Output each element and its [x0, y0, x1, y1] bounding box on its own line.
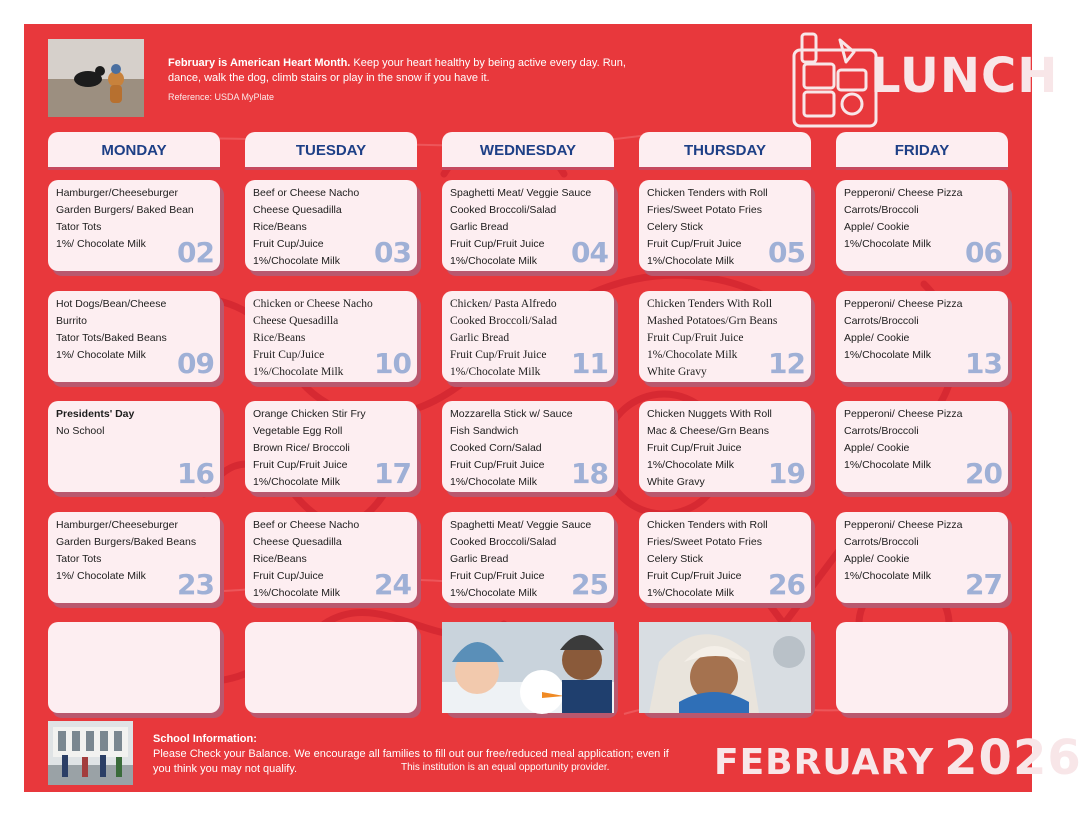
menu-item: 1%/Chocolate Milk — [450, 366, 541, 378]
menu-item: Apple/ Cookie — [844, 332, 910, 344]
month-name: FEBRUARY — [714, 742, 935, 783]
menu-item: Fruit Cup/Juice — [253, 238, 324, 250]
day-number: 03 — [374, 236, 411, 269]
menu-item: Carrots/Broccoli — [844, 204, 919, 216]
day-number: 06 — [965, 236, 1002, 269]
day-cell-10 — [245, 291, 417, 382]
day-cell-02 — [48, 180, 220, 271]
day-cell-09 — [48, 291, 220, 382]
weekday-header-monday: MONDAY — [48, 132, 220, 167]
menu-item: Chicken/ Pasta Alfredo — [450, 298, 557, 310]
menu-item: Chicken Tenders With Roll — [647, 298, 773, 310]
menu-item: Chicken or Cheese Nacho — [253, 298, 373, 310]
menu-item: Pepperoni/ Cheese Pizza — [844, 298, 963, 310]
menu-item: Rice/Beans — [253, 332, 306, 344]
menu-item: Fruit Cup/Fruit Juice — [450, 459, 545, 471]
day-cell-05 — [639, 180, 811, 271]
day-number: 27 — [965, 568, 1002, 601]
menu-item: Burrito — [56, 315, 87, 327]
day-number: 13 — [965, 347, 1002, 380]
day-number: 05 — [768, 236, 805, 269]
menu-item: 1%/Chocolate Milk — [253, 587, 340, 599]
day-number: 25 — [571, 568, 608, 601]
day-number: 02 — [177, 236, 214, 269]
menu-item: Fruit Cup/Juice — [253, 570, 324, 582]
menu-item: 1%/Chocolate Milk — [450, 255, 537, 267]
day-cell-12 — [639, 291, 811, 382]
day-number: 24 — [374, 568, 411, 601]
day-cell-27 — [836, 512, 1008, 603]
menu-item: Fries/Sweet Potato Fries — [647, 536, 762, 548]
day-number: 26 — [768, 568, 805, 601]
menu-item: Chicken Nuggets With Roll — [647, 408, 772, 420]
menu-item: 1%/Chocolate Milk — [647, 349, 738, 361]
menu-item: Tator Tots/Baked Beans — [56, 332, 167, 344]
lunch-title: LUNCH — [870, 48, 1059, 104]
heart-month-text: Keep your heart healthy by being active every day. Run, dance, walk the dog, climb stairs or play in the snow if you have it. — [168, 57, 626, 84]
day-number: 23 — [177, 568, 214, 601]
menu-item: 1%/Chocolate Milk — [844, 459, 931, 471]
kids-with-snowman-photo — [442, 622, 614, 713]
menu-item: 1%/Chocolate Milk — [647, 587, 734, 599]
equal-opportunity-statement: This institution is an equal opportunity provider. — [401, 762, 610, 773]
school-info-heading: School Information: — [153, 733, 257, 745]
menu-item: Apple/ Cookie — [844, 221, 910, 233]
menu-item: Fruit Cup/Fruit Juice — [450, 349, 547, 361]
menu-item: Cheese Quesadilla — [253, 536, 342, 548]
menu-item: Apple/ Cookie — [844, 553, 910, 565]
menu-item: Pepperoni/ Cheese Pizza — [844, 519, 963, 531]
menu-item: Brown Rice/ Broccoli — [253, 442, 350, 454]
lunch-menu-sheet — [24, 24, 1082, 792]
menu-item: 1%/ Chocolate Milk — [56, 238, 146, 250]
menu-item: Fruit Cup/Fruit Juice — [647, 570, 742, 582]
day-cell-17 — [245, 401, 417, 492]
menu-item: Celery Stick — [647, 221, 704, 233]
menu-item: Spaghetti Meat/ Veggie Sauce — [450, 519, 592, 531]
menu-item: Carrots/Broccoli — [844, 425, 919, 437]
menu-item: Pepperoni/ Cheese Pizza — [844, 187, 963, 199]
menu-item: Carrots/Broccoli — [844, 315, 919, 327]
day-cell-18 — [442, 401, 614, 492]
menu-item: Mashed Potatoes/Grn Beans — [647, 315, 778, 327]
day-number: 19 — [768, 457, 805, 490]
day-number: 18 — [571, 457, 608, 490]
menu-item: Cheese Quesadilla — [253, 204, 342, 216]
dog-in-snow-photo — [48, 39, 144, 117]
menu-item: Hamburger/Cheeseburger — [56, 519, 178, 531]
menu-item: Fruit Cup/Fruit Juice — [450, 238, 545, 250]
menu-item: Spaghetti Meat/ Veggie Sauce — [450, 187, 592, 199]
menu-item: Cooked Corn/Salad — [450, 442, 542, 454]
reference-note: Reference: USDA MyPlate — [168, 92, 275, 102]
menu-item: Apple/ Cookie — [844, 442, 910, 454]
menu-item: Cooked Broccoli/Salad — [450, 536, 557, 548]
menu-item: Fruit Cup/Juice — [253, 349, 325, 361]
weekday-header-friday: FRIDAY — [836, 132, 1008, 167]
weekday-header-tuesday: TUESDAY — [245, 132, 417, 167]
menu-item: Fruit Cup/Fruit Juice — [647, 332, 744, 344]
menu-item: Tator Tots — [56, 221, 102, 233]
day-cell-25 — [442, 512, 614, 603]
menu-item: Chicken Tenders with Roll — [647, 519, 768, 531]
day-cell-19 — [639, 401, 811, 492]
menu-item: 1%/Chocolate Milk — [647, 459, 734, 471]
heart-month-message — [168, 56, 638, 105]
menu-item: 1%/Chocolate Milk — [844, 570, 931, 582]
day-cell-23 — [48, 512, 220, 603]
menu-item: Tator Tots — [56, 553, 102, 565]
menu-item: Orange Chicken Stir Fry — [253, 408, 366, 420]
menu-item: 1%/Chocolate Milk — [253, 255, 340, 267]
menu-item: Vegetable Egg Roll — [253, 425, 343, 437]
empty-day-cell — [245, 622, 417, 713]
menu-item: White Gravy — [647, 476, 705, 488]
menu-item: Fruit Cup/Fruit Juice — [647, 238, 742, 250]
menu-item: Cheese Quesadilla — [253, 315, 339, 327]
menu-item: 1%/Chocolate Milk — [450, 587, 537, 599]
day-number: 11 — [571, 347, 608, 380]
day-number: 12 — [768, 347, 805, 380]
menu-item: Fruit Cup/Fruit Juice — [450, 570, 545, 582]
menu-item: Garden Burgers/Baked Beans — [56, 536, 197, 548]
menu-item: 1%/Chocolate Milk — [253, 476, 340, 488]
menu-item: Fish Sandwich — [450, 425, 519, 437]
day-number: 04 — [571, 236, 608, 269]
holiday-name: Presidents' Day — [56, 408, 135, 420]
weekday-header-wednesday: WEDNESDAY — [442, 132, 614, 167]
menu-item: Pepperoni/ Cheese Pizza — [844, 408, 963, 420]
day-cell-04 — [442, 180, 614, 271]
menu-item: 1%/Chocolate Milk — [844, 238, 931, 250]
menu-item: White Gravy — [647, 366, 707, 378]
child-in-snow-photo — [639, 622, 811, 713]
menu-lines — [56, 406, 218, 440]
menu-item: Mac & Cheese/Grn Beans — [647, 425, 769, 437]
school-building-photo — [48, 721, 133, 785]
menu-item: Chicken Tenders with Roll — [647, 187, 768, 199]
menu-item: Garden Burgers/ Baked Bean — [56, 204, 194, 216]
empty-day-cell — [836, 622, 1008, 713]
empty-day-cell — [48, 622, 220, 713]
day-cell-13 — [836, 291, 1008, 382]
menu-item: No School — [56, 425, 105, 437]
day-number: 20 — [965, 457, 1002, 490]
menu-item: Carrots/Broccoli — [844, 536, 919, 548]
month-year-title — [714, 730, 1082, 786]
day-number: 17 — [374, 457, 411, 490]
weekday-header-thursday: THURSDAY — [639, 132, 811, 167]
day-cell-11 — [442, 291, 614, 382]
menu-item: 1%/ Chocolate Milk — [56, 570, 146, 582]
menu-item: 1%/Chocolate Milk — [647, 255, 734, 267]
menu-item: Celery Stick — [647, 553, 704, 565]
menu-item: 1%/ Chocolate Milk — [56, 349, 146, 361]
menu-item: Fries/Sweet Potato Fries — [647, 204, 762, 216]
school-info-text: Please Check your Balance. We encourage all families to fill out our free/reduced meal application; even if you think you may not qualify. — [153, 748, 669, 775]
day-number: 09 — [177, 347, 214, 380]
menu-item: Mozzarella Stick w/ Sauce — [450, 408, 573, 420]
menu-item: 1%/Chocolate Milk — [450, 476, 537, 488]
menu-item: Beef or Cheese Nacho — [253, 187, 360, 199]
day-cell-03 — [245, 180, 417, 271]
menu-item: 1%/Chocolate Milk — [844, 349, 931, 361]
heart-month-headline: February is American Heart Month. — [168, 57, 351, 69]
menu-item: Garlic Bread — [450, 221, 509, 233]
menu-item: Cooked Broccoli/Salad — [450, 204, 557, 216]
menu-item: 1%/Chocolate Milk — [253, 366, 344, 378]
menu-item: Fruit Cup/Fruit Juice — [647, 442, 742, 454]
day-cell-20 — [836, 401, 1008, 492]
menu-item: Rice/Beans — [253, 553, 307, 565]
menu-item: Fruit Cup/Fruit Juice — [253, 459, 348, 471]
menu-item: Cooked Broccoli/Salad — [450, 315, 557, 327]
year: 2026 — [944, 730, 1082, 786]
day-cell-06 — [836, 180, 1008, 271]
menu-item: Garlic Bread — [450, 553, 509, 565]
menu-item: Rice/Beans — [253, 221, 307, 233]
menu-item: Garlic Bread — [450, 332, 510, 344]
day-cell-26 — [639, 512, 811, 603]
menu-item: Beef or Cheese Nacho — [253, 519, 360, 531]
day-number: 10 — [374, 347, 411, 380]
day-number: 16 — [177, 457, 214, 490]
menu-item: Hamburger/Cheeseburger — [56, 187, 178, 199]
day-cell-16 — [48, 401, 220, 492]
day-cell-24 — [245, 512, 417, 603]
menu-item: Hot Dogs/Bean/Cheese — [56, 298, 167, 310]
